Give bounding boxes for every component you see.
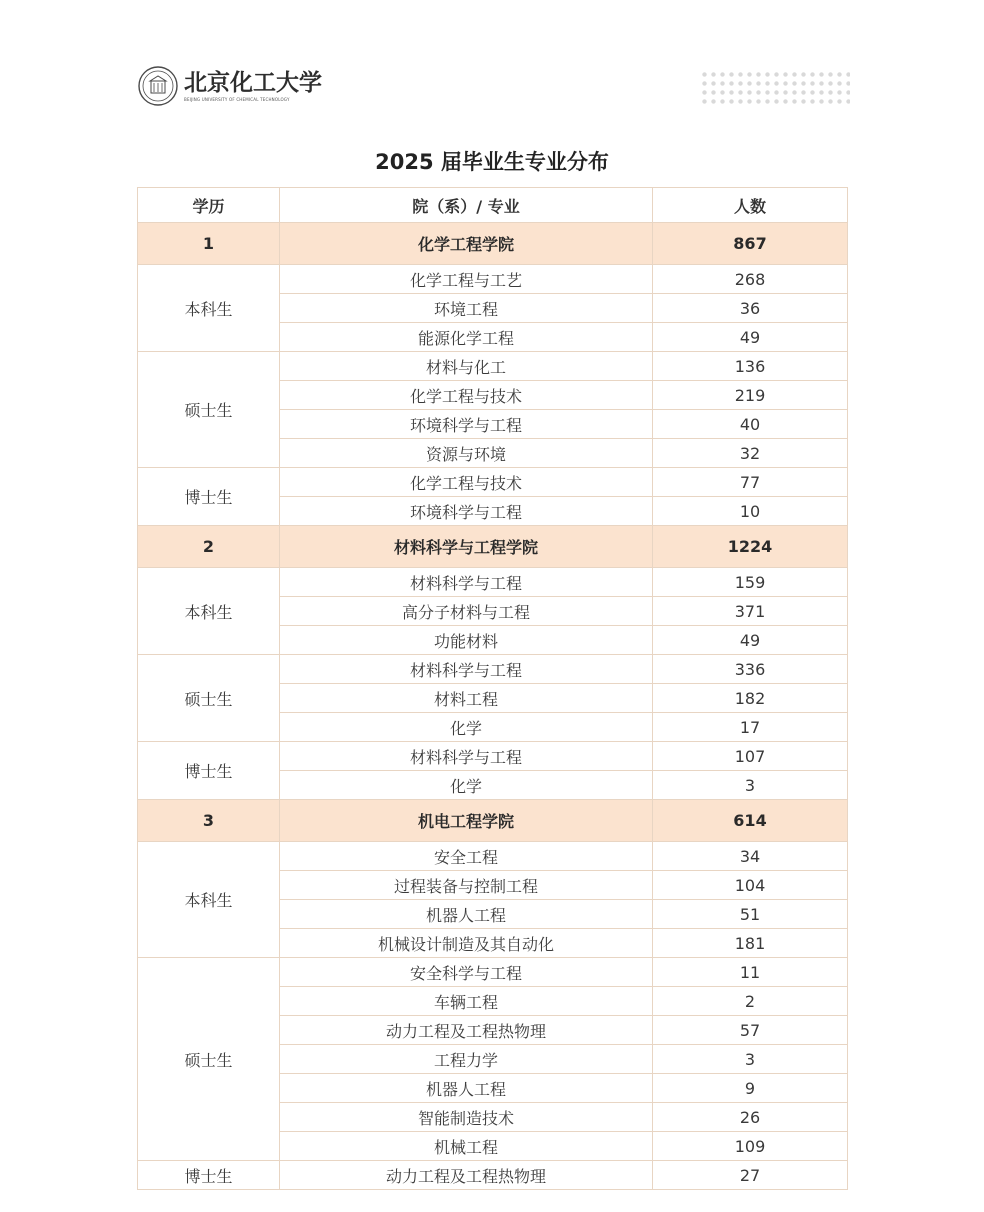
major-name: 工程力学 — [280, 1045, 653, 1074]
degree-level: 硕士生 — [138, 958, 280, 1161]
graduate-count: 17 — [653, 713, 848, 742]
major-name: 环境科学与工程 — [280, 410, 653, 439]
major-name: 化学工程与工艺 — [280, 265, 653, 294]
graduate-count: 159 — [653, 568, 848, 597]
college-name: 机电工程学院 — [280, 800, 653, 842]
graduate-count: 34 — [653, 842, 848, 871]
major-name: 动力工程及工程热物理 — [280, 1016, 653, 1045]
major-name: 材料工程 — [280, 684, 653, 713]
table-body — [138, 223, 848, 1190]
graduate-count: 107 — [653, 742, 848, 771]
column-header-count: 人数 — [653, 188, 848, 223]
graduate-count: 77 — [653, 468, 848, 497]
graduate-count: 40 — [653, 410, 848, 439]
major-distribution-table — [137, 187, 848, 1190]
major-name: 车辆工程 — [280, 987, 653, 1016]
college-total: 614 — [653, 800, 848, 842]
table-row — [138, 265, 848, 294]
graduate-count: 336 — [653, 655, 848, 684]
column-header-degree: 学历 — [138, 188, 280, 223]
table-row — [138, 742, 848, 771]
degree-level: 本科生 — [138, 568, 280, 655]
major-name: 机器人工程 — [280, 1074, 653, 1103]
degree-level: 博士生 — [138, 1161, 280, 1190]
table-row — [138, 655, 848, 684]
degree-level: 博士生 — [138, 468, 280, 526]
graduate-count: 32 — [653, 439, 848, 468]
college-row — [138, 526, 848, 568]
graduate-count: 371 — [653, 597, 848, 626]
table-header-row — [138, 188, 848, 223]
graduate-count: 11 — [653, 958, 848, 987]
major-name: 材料科学与工程 — [280, 655, 653, 684]
graduate-count: 9 — [653, 1074, 848, 1103]
college-total: 867 — [653, 223, 848, 265]
degree-level: 博士生 — [138, 742, 280, 800]
college-index: 3 — [138, 800, 280, 842]
graduate-count: 181 — [653, 929, 848, 958]
graduate-count: 268 — [653, 265, 848, 294]
table-row — [138, 958, 848, 987]
major-name: 化学工程与技术 — [280, 468, 653, 497]
major-name: 环境工程 — [280, 294, 653, 323]
graduate-count: 182 — [653, 684, 848, 713]
graduate-count: 36 — [653, 294, 848, 323]
major-name: 机器人工程 — [280, 900, 653, 929]
major-name: 化学工程与技术 — [280, 381, 653, 410]
graduate-count: 27 — [653, 1161, 848, 1190]
college-index: 2 — [138, 526, 280, 568]
college-index: 1 — [138, 223, 280, 265]
major-name: 安全科学与工程 — [280, 958, 653, 987]
major-name: 资源与环境 — [280, 439, 653, 468]
college-name: 化学工程学院 — [280, 223, 653, 265]
major-name: 机械设计制造及其自动化 — [280, 929, 653, 958]
page-header — [0, 0, 984, 130]
degree-level: 硕士生 — [138, 655, 280, 742]
degree-level: 本科生 — [138, 265, 280, 352]
major-name: 安全工程 — [280, 842, 653, 871]
logo-cn-text: 北京化工大学 — [184, 68, 322, 96]
graduate-count: 49 — [653, 626, 848, 655]
graduate-count: 49 — [653, 323, 848, 352]
logo-en-text: BEIJING UNIVERSITY OF CHEMICAL TECHNOLOGY — [184, 96, 290, 102]
college-row — [138, 223, 848, 265]
major-name: 材料科学与工程 — [280, 568, 653, 597]
graduate-count: 2 — [653, 987, 848, 1016]
table-row — [138, 352, 848, 381]
major-name: 动力工程及工程热物理 — [280, 1161, 653, 1190]
college-name: 材料科学与工程学院 — [280, 526, 653, 568]
major-name: 材料科学与工程 — [280, 742, 653, 771]
major-name: 能源化学工程 — [280, 323, 653, 352]
graduate-count: 219 — [653, 381, 848, 410]
table-row — [138, 842, 848, 871]
major-name: 环境科学与工程 — [280, 497, 653, 526]
page-title: 2025 届毕业生专业分布 — [375, 150, 609, 174]
graduate-count: 57 — [653, 1016, 848, 1045]
major-name: 机械工程 — [280, 1132, 653, 1161]
major-name: 过程装备与控制工程 — [280, 871, 653, 900]
major-name: 高分子材料与工程 — [280, 597, 653, 626]
table-row — [138, 568, 848, 597]
degree-level: 硕士生 — [138, 352, 280, 468]
major-name: 化学 — [280, 771, 653, 800]
major-name: 智能制造技术 — [280, 1103, 653, 1132]
table-row — [138, 1161, 848, 1190]
graduate-count: 51 — [653, 900, 848, 929]
major-name: 化学 — [280, 713, 653, 742]
decorative-dot-pattern — [700, 70, 850, 106]
table-row — [138, 468, 848, 497]
graduate-count: 3 — [653, 771, 848, 800]
graduate-count: 3 — [653, 1045, 848, 1074]
graduate-count: 136 — [653, 352, 848, 381]
university-wordmark — [184, 70, 322, 103]
major-name: 材料与化工 — [280, 352, 653, 381]
degree-level: 本科生 — [138, 842, 280, 958]
university-seal-icon — [138, 66, 178, 106]
graduate-count: 104 — [653, 871, 848, 900]
graduate-count: 109 — [653, 1132, 848, 1161]
column-header-major: 院（系）/ 专业 — [280, 188, 653, 223]
graduate-count: 10 — [653, 497, 848, 526]
college-row — [138, 800, 848, 842]
graduate-count: 26 — [653, 1103, 848, 1132]
university-logo — [138, 66, 322, 106]
major-name: 功能材料 — [280, 626, 653, 655]
college-total: 1224 — [653, 526, 848, 568]
